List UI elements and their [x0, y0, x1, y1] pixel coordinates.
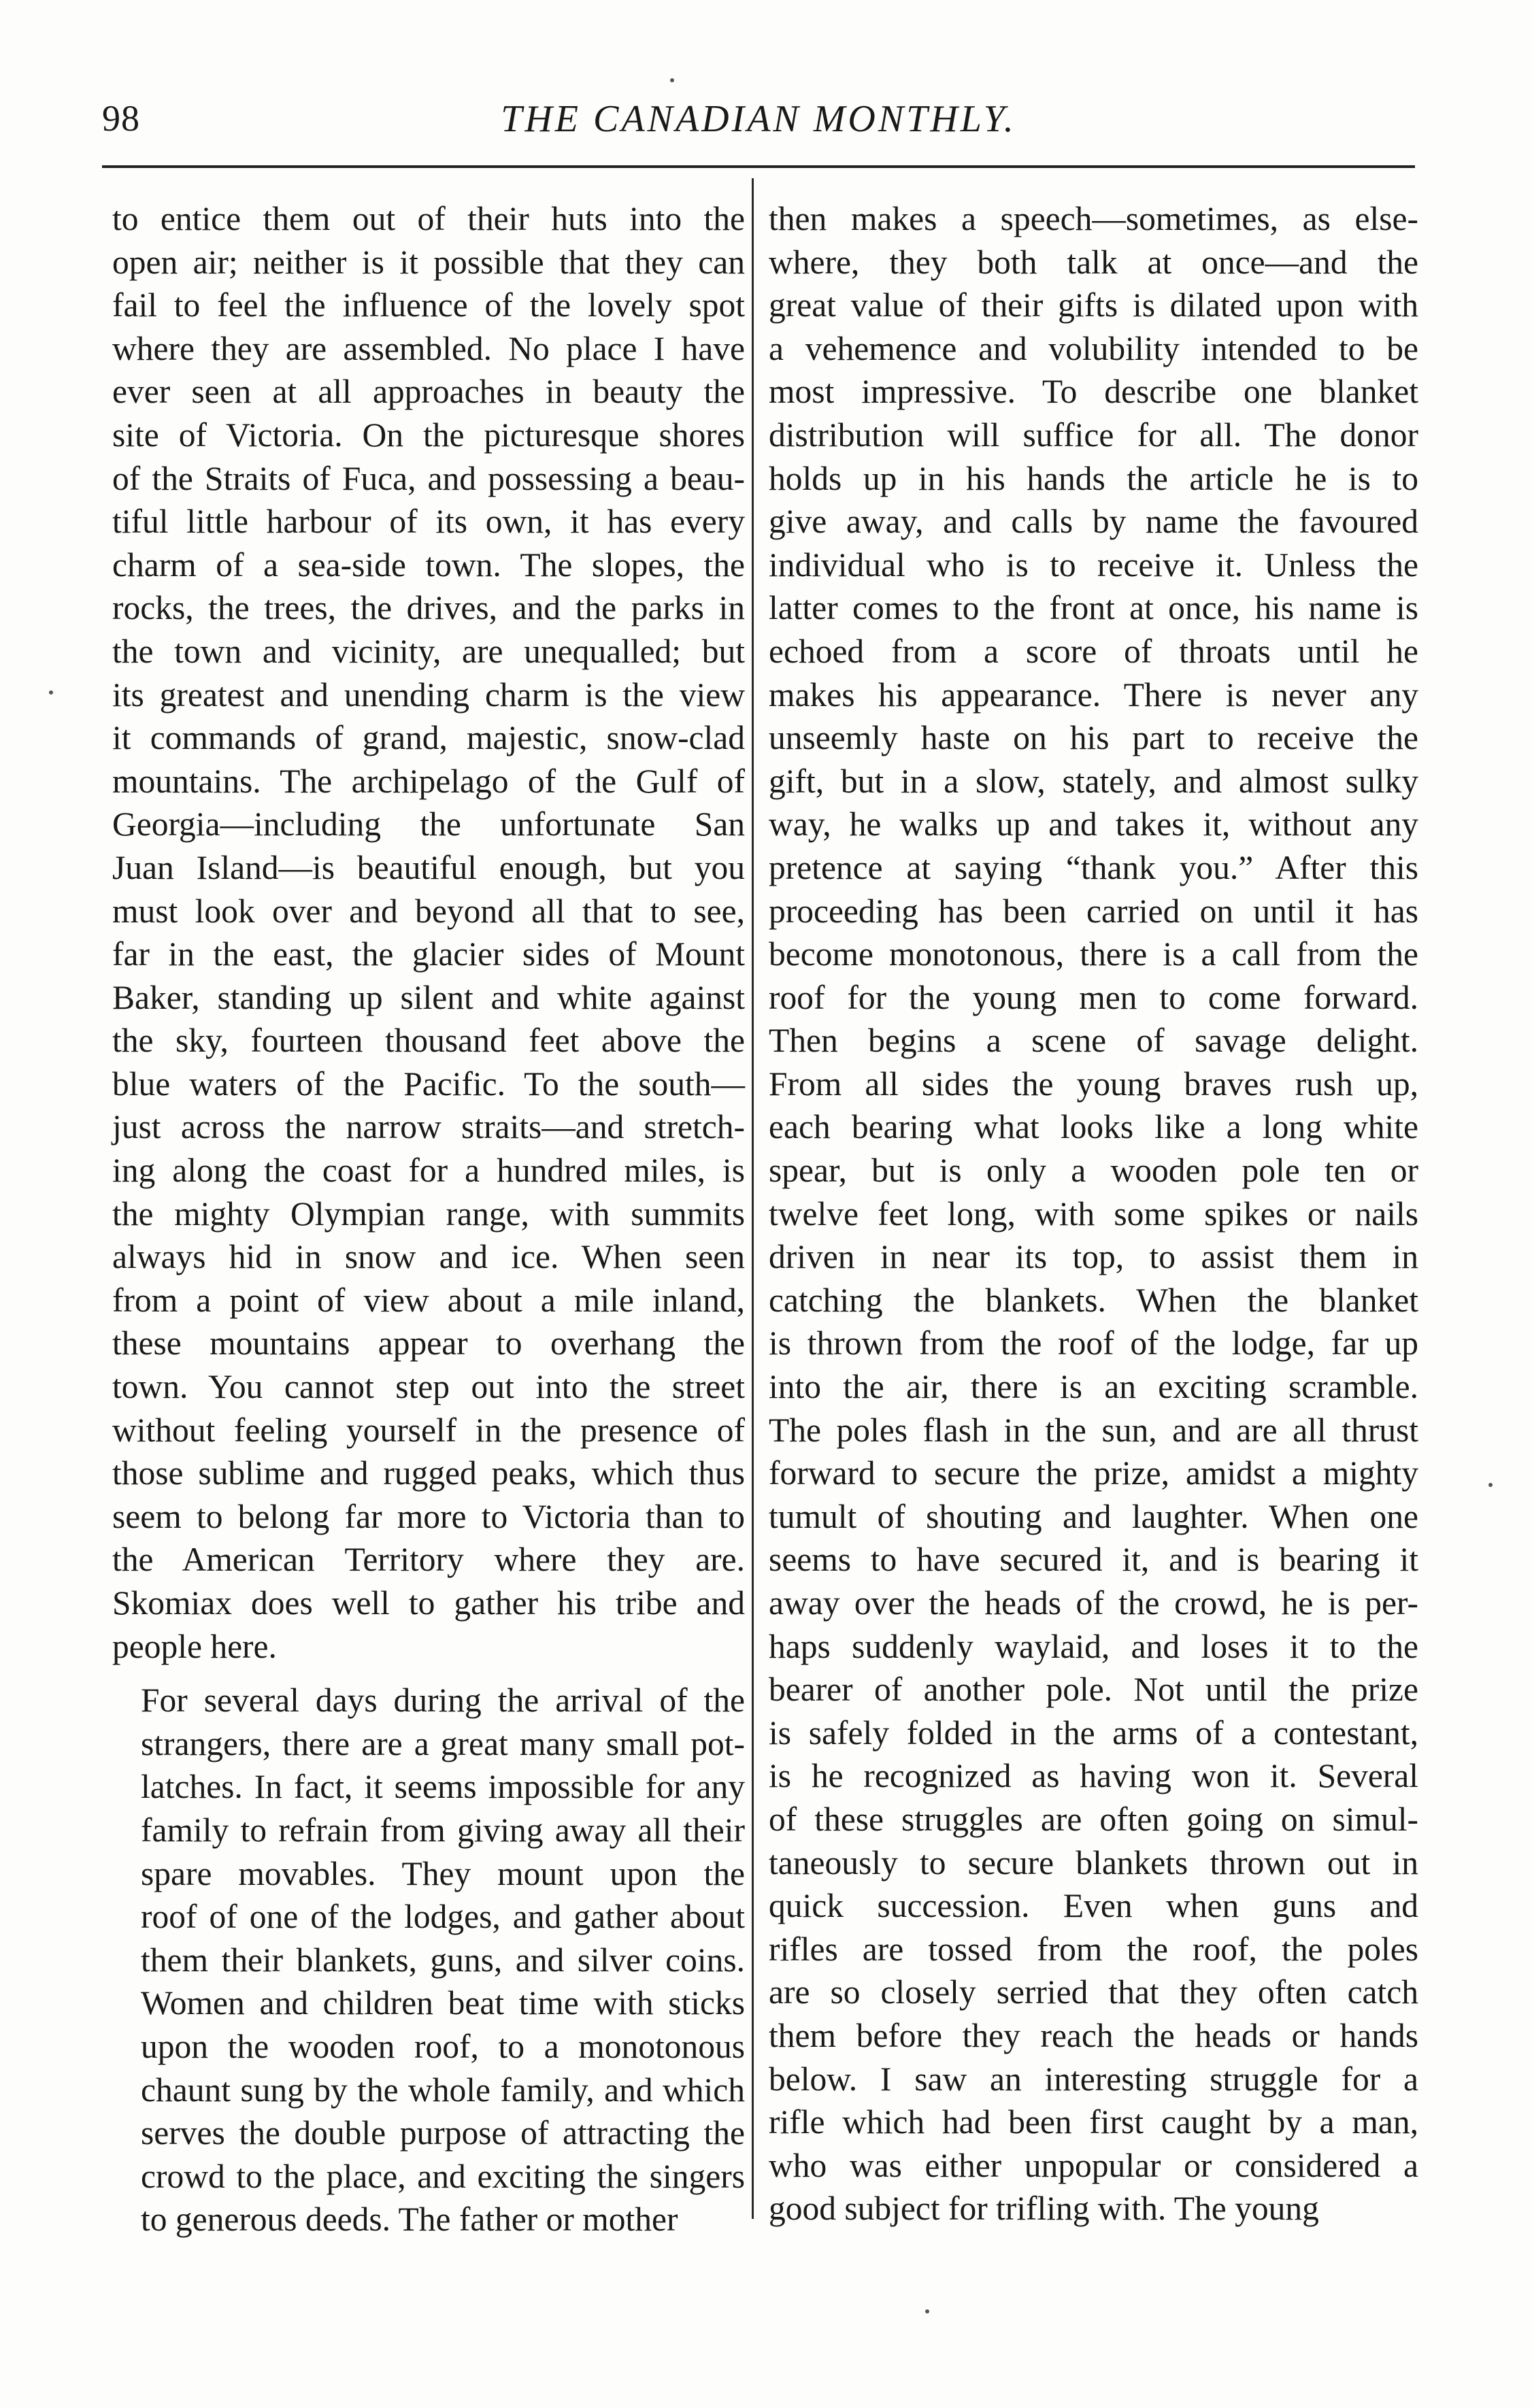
text-line: far in the east, the glacier sides of Mount [112, 935, 745, 973]
page-number: 98 [102, 98, 140, 139]
text-line: bearer of another pole. Not until the prize [769, 1671, 1418, 1709]
text-line: chaunt sung by the whole family, and which [141, 2071, 745, 2109]
text-line: spear, but is only a wooden pole ten or [769, 1152, 1418, 1190]
text-line: catching the blankets. When the blanket [769, 1281, 1418, 1319]
text-line: individual who is to receive it. Unless the [769, 546, 1418, 584]
text-line: pretence at saying “thank you.” After this [769, 848, 1418, 886]
text-line: to generous deeds. The father or mother [141, 2201, 678, 2239]
text-line: the American Territory where they are. [112, 1541, 745, 1579]
text-line: rocks, the trees, the drives, and the parks in [112, 589, 745, 627]
text-line: where, they both talk at once—and the [769, 243, 1418, 281]
paragraph [112, 1679, 745, 2241]
print-speck [925, 2309, 929, 2313]
text-line: its greatest and unending charm is the view [112, 675, 745, 714]
text-line: is thrown from the roof of the lodge, far up [769, 1324, 1418, 1362]
print-speck [670, 78, 674, 82]
text-line: them before they reach the heads or hands [769, 2016, 1418, 2054]
text-line: it commands of grand, majestic, snow-clad [112, 719, 745, 757]
text-line: quick succession. Even when guns and [769, 1887, 1418, 1925]
text-line: makes his appearance. There is never any [769, 675, 1418, 714]
text-line: ing along the coast for a hundred miles, is [112, 1152, 745, 1190]
text-line: Skomiax does well to gather his tribe and [112, 1584, 745, 1622]
text-line: are so closely serried that they often catch [769, 1973, 1418, 2011]
text-line: latter comes to the front at once, his name is [769, 589, 1418, 627]
text-line: way, he walks up and takes it, without any [769, 805, 1418, 843]
text-line: the mighty Olympian range, with summits [112, 1194, 745, 1233]
text-line: below. I saw an interesting struggle for a [769, 2060, 1418, 2098]
text-line: these mountains appear to overhang the [112, 1324, 745, 1362]
text-line: taneously to secure blankets thrown out in [769, 1843, 1418, 1882]
text-line: gift, but in a slow, stately, and almost sulky [769, 762, 1418, 800]
text-line: give away, and calls by name the favoured [769, 503, 1418, 541]
text-line: driven in near its top, to assist them in [769, 1238, 1418, 1276]
text-line: where they are assembled. No place I have [112, 329, 745, 367]
text-line: from a point of view about a mile inland, [112, 1281, 745, 1319]
text-line: of these struggles are often going on simul- [769, 1800, 1418, 1838]
left-column [112, 197, 745, 2241]
text-line: For several days during the arrival of the [141, 1682, 745, 1720]
text-line: tumult of shouting and laughter. When one [769, 1497, 1418, 1535]
right-column [769, 197, 1418, 2230]
text-line: haps suddenly waylaid, and loses it to the [769, 1627, 1418, 1665]
text-line: blue waters of the Pacific. To the south— [112, 1065, 745, 1103]
text-line: people here. [112, 1627, 277, 1665]
text-line: proceeding has been carried on until it has [769, 892, 1418, 930]
text-line: always hid in snow and ice. When seen [112, 1238, 745, 1276]
text-line: strangers, there are a great many small pot- [141, 1724, 745, 1762]
text-line: into the air, there is an exciting scramble. [769, 1368, 1418, 1406]
text-line: great value of their gifts is dilated upon with [769, 286, 1418, 324]
paragraph [769, 197, 1418, 2230]
text-line: distribution will suffice for all. The donor [769, 416, 1418, 454]
text-line: roof of one of the lodges, and gather about [141, 1898, 745, 1936]
text-line: mountains. The archipelago of the Gulf of [112, 762, 745, 800]
text-line: fail to feel the influence of the lovely spot [112, 286, 745, 324]
text-line: From all sides the young braves rush up, [769, 1065, 1418, 1103]
text-line: without feeling yourself in the presence of [112, 1411, 745, 1449]
text-line: charm of a sea-side town. The slopes, the [112, 546, 745, 584]
text-line: must look over and beyond all that to see, [112, 892, 745, 930]
text-line: is safely folded in the arms of a contestant, [769, 1713, 1418, 1752]
text-line: rifles are tossed from the roof, the poles [769, 1930, 1418, 1968]
text-line: Then begins a scene of savage delight. [769, 1022, 1418, 1060]
print-speck [49, 690, 53, 695]
text-line: twelve feet long, with some spikes or nails [769, 1194, 1418, 1233]
column-divider [752, 178, 754, 2219]
text-line: crowd to the place, and exciting the singers [141, 2157, 745, 2195]
text-line: latches. In fact, it seems impossible for any [141, 1768, 745, 1806]
text-line: Juan Island—is beautiful enough, but you [112, 848, 745, 886]
text-line: each bearing what looks like a long white [769, 1108, 1418, 1146]
print-speck [1488, 1483, 1493, 1487]
text-line: ever seen at all approaches in beauty the [112, 373, 745, 411]
running-head: THE CANADIAN MONTHLY. [501, 98, 1016, 140]
text-line: roof for the young men to come forward. [769, 978, 1418, 1016]
text-line: spare movables. They mount upon the [141, 1854, 745, 1892]
text-line: to entice them out of their huts into the [112, 200, 745, 237]
text-line: family to refrain from giving away all their [141, 1811, 745, 1849]
text-line: seem to belong far more to Victoria than to [112, 1497, 745, 1535]
text-line: site of Victoria. On the picturesque shores [112, 416, 745, 454]
text-line: who was either unpopular or considered a [769, 2146, 1418, 2184]
page-header [102, 92, 1415, 167]
text-line: rifle which had been first caught by a man, [769, 2103, 1418, 2141]
text-line: just across the narrow straits—and stretch- [112, 1108, 745, 1146]
text-line: Georgia—including the unfortunate San [112, 805, 745, 843]
text-line: good subject for trifling with. The young [769, 2190, 1319, 2228]
text-line: seems to have secured it, and is bearing it [769, 1541, 1418, 1579]
text-line: is he recognized as having won it. Several [769, 1757, 1418, 1795]
text-line: unseemly haste on his part to receive the [769, 719, 1418, 757]
paragraph [112, 197, 745, 1668]
text-line: those sublime and rugged peaks, which thus [112, 1454, 745, 1492]
text-line: town. You cannot step out into the street [112, 1368, 745, 1406]
text-line: Baker, standing up silent and white against [112, 978, 745, 1016]
text-line: upon the wooden roof, to a monotonous [141, 2027, 745, 2065]
text-line: echoed from a score of throats until he [769, 632, 1418, 670]
text-line: the town and vicinity, are unequalled; but [112, 632, 745, 670]
text-line: a vehemence and volubility intended to be [769, 329, 1418, 367]
text-line: open air; neither is it possible that they can [112, 243, 745, 281]
text-line: the sky, fourteen thousand feet above the [112, 1022, 745, 1060]
text-line: away over the heads of the crowd, he is per- [769, 1584, 1418, 1622]
text-line: The poles flash in the sun, and are all thrust [769, 1411, 1418, 1449]
text-line: tiful little harbour of its own, it has every [112, 503, 745, 541]
text-line: of the Straits of Fuca, and possessing a beau- [112, 459, 745, 497]
header-rule [102, 165, 1415, 168]
text-line: forward to secure the prize, amidst a mighty [769, 1454, 1418, 1492]
text-line: most impressive. To describe one blanket [769, 373, 1418, 411]
text-line: then makes a speech—sometimes, as else- [769, 200, 1418, 237]
text-line: Women and children beat time with sticks [141, 1984, 745, 2022]
text-line: serves the double purpose of attracting the [141, 2114, 745, 2152]
text-line: them their blankets, guns, and silver coins. [141, 1941, 745, 1979]
text-line: holds up in his hands the article he is to [769, 459, 1418, 497]
text-line: become monotonous, there is a call from the [769, 935, 1418, 973]
